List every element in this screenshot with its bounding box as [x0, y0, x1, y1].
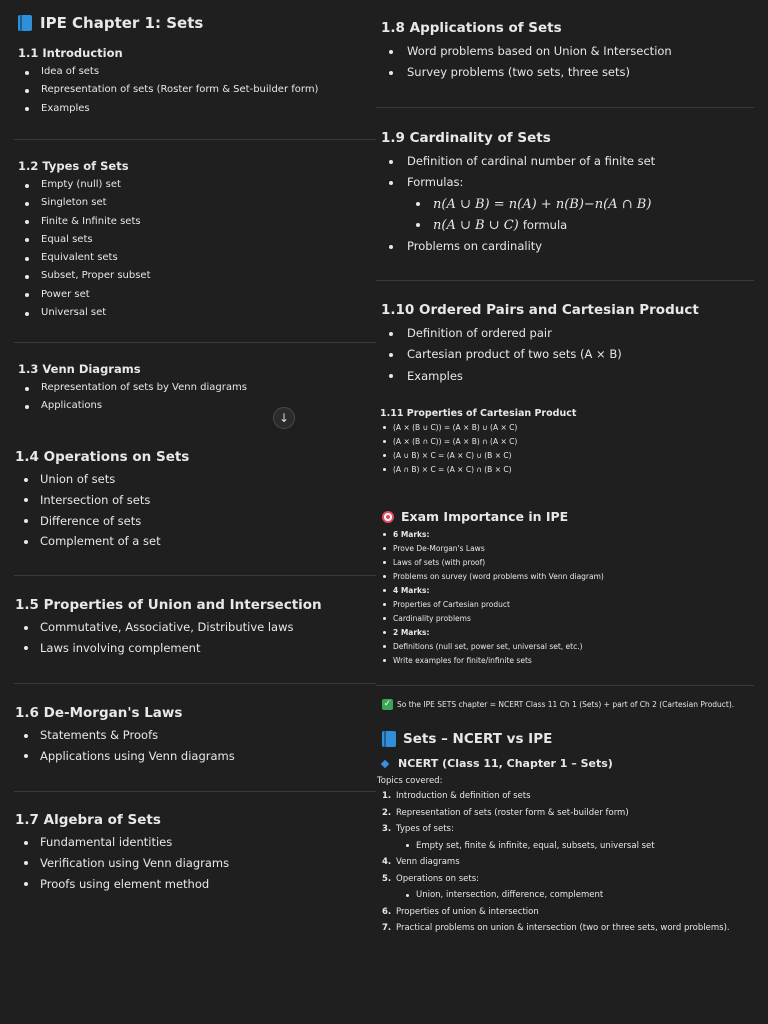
- topic-subitem: Empty set, finite & infinite, equal, subsets, universal set: [376, 838, 768, 855]
- section-1-3: [0, 362, 376, 416]
- marks-list: [376, 528, 768, 542]
- list-item: Difference of sets: [0, 511, 376, 532]
- topic-item: 7. Practical problems on union & intersection (two or three sets, word problems).: [382, 923, 730, 933]
- list-item: Singleton set: [0, 194, 376, 212]
- list-item: Intersection of sets: [0, 490, 376, 511]
- formula-item: n(A ∪ B ∪ C) formula: [376, 215, 768, 236]
- list-item: Prove De-Morgan's Laws: [376, 542, 768, 556]
- list-item: Idea of sets: [0, 63, 376, 81]
- marks-sublist: [376, 598, 768, 626]
- list-item: Word problems based on Union & Intersection: [376, 41, 768, 62]
- list-item: Subset, Proper subset: [0, 267, 376, 285]
- list-item: Fundamental identities: [0, 832, 376, 853]
- topic-item: 6. Properties of union & intersection: [382, 906, 539, 917]
- list-item: Examples: [0, 100, 376, 118]
- marks-label: 6 Marks:: [376, 528, 768, 542]
- list-item: Finite & Infinite sets: [0, 213, 376, 231]
- list-item: (A ∪ B) × C = (A × C) ∪ (B × C): [376, 449, 768, 463]
- section-list: [0, 617, 376, 659]
- list-item: Equal sets: [0, 231, 376, 249]
- section-list: [0, 379, 376, 416]
- section-heading: 1.6 De-Morgan's Laws: [15, 705, 183, 721]
- diamond-icon: [381, 759, 389, 767]
- section-heading: 1.2 Types of Sets: [18, 159, 129, 173]
- list-item: Power set: [0, 286, 376, 304]
- section-heading: 1.9 Cardinality of Sets: [381, 130, 551, 146]
- section-1-7: [0, 812, 376, 894]
- list-item: Definitions (null set, power set, universal set, etc.): [376, 640, 768, 654]
- section-list: [376, 236, 768, 257]
- list-item: Definition of ordered pair: [376, 323, 768, 344]
- list-item: Equivalent sets: [0, 249, 376, 267]
- divider: [376, 685, 754, 686]
- list-item: Problems on survey (word problems with Venn diagram): [376, 570, 768, 584]
- list-item: Laws involving complement: [0, 638, 376, 659]
- list-item: Cartesian product of two sets (A × B): [376, 344, 768, 365]
- divider: [14, 575, 376, 576]
- section-list: [376, 323, 768, 387]
- topics-label: Topics covered:: [377, 776, 443, 786]
- list-item: Problems on cardinality: [376, 236, 768, 257]
- section-heading: 1.7 Algebra of Sets: [15, 812, 161, 828]
- list-item: Representation of sets (Roster form & Set-builder form): [0, 81, 376, 99]
- list-item: Formulas:: [376, 172, 768, 193]
- divider: [14, 791, 376, 792]
- section-1-1: [0, 46, 376, 118]
- marks-sublist: [376, 640, 768, 668]
- page-title: IPE Chapter 1: Sets: [18, 14, 394, 32]
- list-item: Universal set: [0, 304, 376, 322]
- list-item: Cardinality problems: [376, 612, 768, 626]
- section-list: [376, 421, 768, 477]
- section-1-9: [376, 130, 768, 257]
- marks-label: 2 Marks:: [376, 626, 768, 640]
- section-heading: Exam Importance in IPE: [376, 509, 768, 524]
- list-item: Write examples for finite/infinite sets: [376, 654, 768, 668]
- book-icon: [382, 731, 396, 747]
- list-item: (A × (B ∩ C)) = (A × B) ∩ (A × C): [376, 435, 768, 449]
- topics-list: [376, 788, 768, 937]
- list-item: Proofs using element method: [0, 874, 376, 895]
- list-item: Laws of sets (with proof): [376, 556, 768, 570]
- list-item: Applications using Venn diagrams: [0, 746, 376, 767]
- marks-label: 4 Marks:: [376, 584, 768, 598]
- arrow-down-icon: ↓: [278, 411, 290, 425]
- list-item: Union of sets: [0, 469, 376, 490]
- list-item: Verification using Venn diagrams: [0, 853, 376, 874]
- list-item: Empty (null) set: [0, 176, 376, 194]
- formula-item: n(A ∪ B) = n(A) + n(B)−n(A ∩ B): [376, 194, 768, 215]
- divider: [14, 683, 376, 684]
- section-heading: 1.4 Operations on Sets: [15, 449, 190, 465]
- section-list: [0, 725, 376, 767]
- summary-line: ✓ So the IPE SETS chapter = NCERT Class 11 Ch 1 (Sets) + part of Ch 2 (Cartesian Product).: [383, 699, 735, 709]
- list-item: Applications: [0, 397, 376, 415]
- divider: [376, 107, 754, 108]
- list-item: (A × (B ∪ C)) = (A × B) ∪ (A × C): [376, 421, 768, 435]
- section-heading: 1.10 Ordered Pairs and Cartesian Product: [381, 302, 699, 318]
- page-title-block: [18, 14, 394, 32]
- divider: [376, 280, 754, 281]
- section-1-5: [0, 597, 376, 659]
- section-heading: 1.8 Applications of Sets: [381, 20, 562, 36]
- divider: [14, 342, 376, 343]
- target-icon: [382, 511, 394, 523]
- topic-item: 5. Operations on sets:: [382, 873, 480, 884]
- marks-sublist: [376, 542, 768, 584]
- topic-item: 1. Introduction & definition of sets: [382, 791, 531, 801]
- section-list: [376, 151, 768, 194]
- section-1-6: [0, 705, 376, 767]
- topic-item: 4. Venn diagrams: [382, 857, 460, 867]
- ncert-vs-ipe: [376, 731, 768, 937]
- section-list: [0, 832, 376, 894]
- marks-list: [376, 626, 768, 640]
- list-item: Properties of Cartesian product: [376, 598, 768, 612]
- section-1-11: [376, 408, 768, 477]
- list-item: Statements & Proofs: [0, 725, 376, 746]
- exam-importance: [376, 509, 768, 668]
- list-item: Definition of cardinal number of a finite set: [376, 151, 768, 172]
- section-1-10: [376, 302, 768, 387]
- topic-item: 2. Representation of sets (roster form & set-builder form): [382, 807, 629, 818]
- marks-list: [376, 584, 768, 598]
- section-list: [0, 63, 376, 118]
- book-icon: [18, 15, 32, 31]
- list-item: Survey problems (two sets, three sets): [376, 62, 768, 83]
- topic-item: 3. Types of sets:: [382, 824, 454, 834]
- list-item: (A ∩ B) × C = (A × C) ∩ (B × C): [376, 463, 768, 477]
- list-item: Complement of a set: [0, 531, 376, 552]
- divider: [14, 139, 376, 140]
- section-heading: Sets – NCERT vs IPE: [376, 731, 768, 747]
- section-heading: 1.3 Venn Diagrams: [18, 362, 141, 376]
- section-heading: 1.1 Introduction: [18, 46, 123, 60]
- section-list: [0, 469, 376, 552]
- section-1-2: [0, 159, 376, 322]
- section-heading: 1.11 Properties of Cartesian Product: [380, 408, 577, 419]
- section-list: [0, 176, 376, 322]
- topic-subitem: Union, intersection, difference, complement: [376, 887, 768, 904]
- list-item: Representation of sets by Venn diagrams: [0, 379, 376, 397]
- formula-list: [376, 194, 768, 237]
- section-list: [376, 41, 768, 84]
- section-1-4: [0, 449, 376, 552]
- check-icon: ✓: [383, 699, 392, 709]
- section-1-8: [376, 20, 768, 84]
- scroll-down-button[interactable]: [273, 407, 295, 429]
- list-item: Examples: [376, 366, 768, 387]
- list-item: Commutative, Associative, Distributive laws: [0, 617, 376, 638]
- ncert-subheading: NCERT (Class 11, Chapter 1 – Sets): [376, 757, 768, 770]
- section-heading: 1.5 Properties of Union and Intersection: [15, 597, 322, 613]
